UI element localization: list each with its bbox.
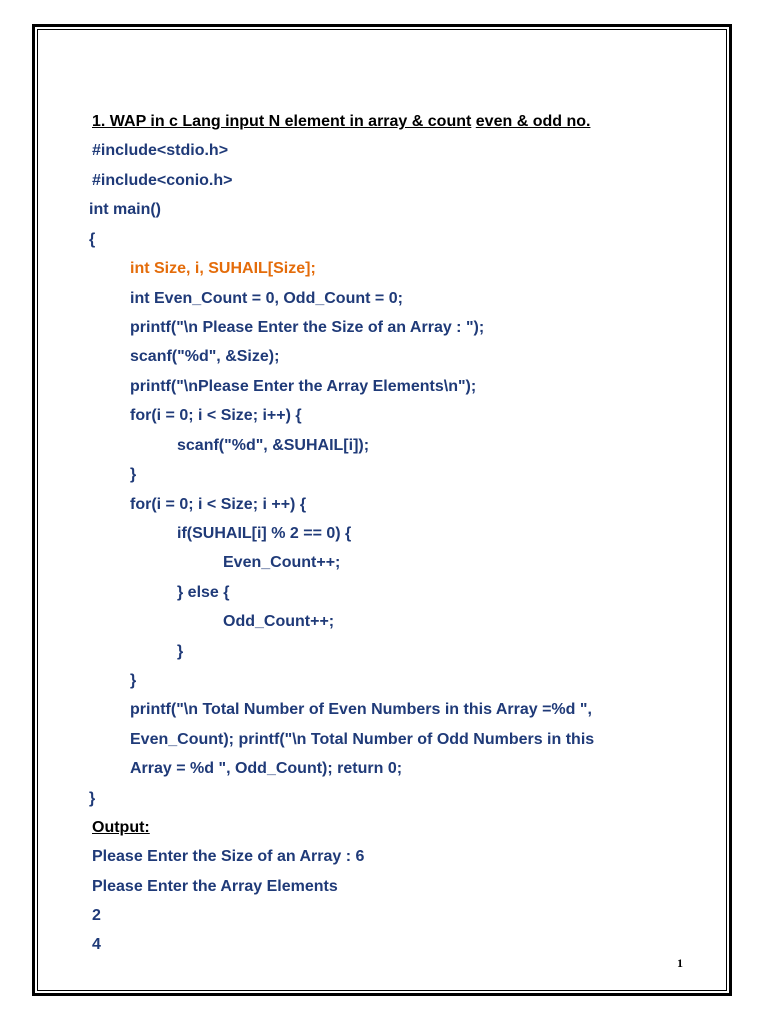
code-line-highlighted: int Size, i, SUHAIL[Size];: [130, 260, 316, 277]
code-line: for(i = 0; i < Size; i ++) {: [130, 496, 307, 513]
page-heading: [92, 112, 590, 132]
code-line: printf("\n Please Enter the Size of an Array : ");: [130, 319, 485, 336]
output-line: Please Enter the Array Elements: [92, 878, 338, 895]
output-line: 4: [92, 936, 101, 953]
code-line: }: [130, 466, 137, 483]
heading-part-2: even & odd no.: [475, 113, 591, 130]
output-label: Output:: [92, 819, 150, 836]
code-line: if(SUHAIL[i] % 2 == 0) {: [177, 525, 352, 542]
output-line: Please Enter the Size of an Array : 6: [92, 848, 365, 865]
code-line: }: [89, 790, 96, 807]
code-line: #include<conio.h>: [92, 172, 233, 189]
code-line: printf("\nPlease Enter the Array Elements\n");: [130, 378, 477, 395]
page-number: 1: [677, 956, 683, 970]
code-line: }: [130, 672, 137, 689]
code-line: #include<stdio.h>: [92, 142, 229, 159]
code-line: scanf("%d", &SUHAIL[i]);: [177, 437, 370, 454]
code-line: Even_Count++;: [223, 554, 341, 571]
code-line: Odd_Count++;: [223, 613, 335, 630]
output-line: 2: [92, 907, 101, 924]
code-line: {: [89, 231, 96, 248]
code-line: printf("\n Total Number of Even Numbers in this Array =%d ",: [130, 701, 592, 718]
code-line: scanf("%d", &Size);: [130, 348, 280, 365]
code-line: for(i = 0; i < Size; i++) {: [130, 407, 302, 424]
code-line: }: [177, 643, 184, 660]
code-line: Array = %d ", Odd_Count); return 0;: [130, 760, 403, 777]
code-line: } else {: [177, 584, 230, 601]
code-line: int main(): [89, 201, 161, 218]
code-line: Even_Count); printf("\n Total Number of Odd Numbers in this: [130, 731, 595, 748]
code-line: int Even_Count = 0, Odd_Count = 0;: [130, 290, 403, 307]
heading-part-1: 1. WAP in c Lang input N element in array & count: [92, 113, 472, 130]
